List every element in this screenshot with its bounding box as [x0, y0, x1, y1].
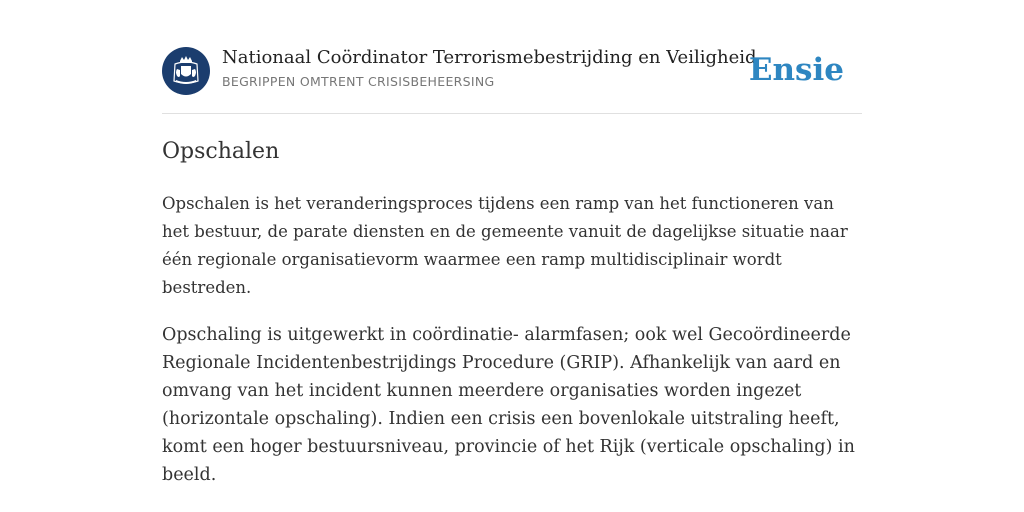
text-line: komt een hoger bestuursniveau, provincie of het Rijk (verticale opschaling) in: [162, 437, 855, 457]
header-divider: [162, 113, 862, 114]
text-line: één regionale organisatievorm waarmee een ramp multidisciplinair wordt: [162, 250, 782, 269]
text-line: bestreden.: [162, 278, 252, 297]
organization-name: Nationaal Coördinator Terrorismebestrijding en Veiligheid: [222, 47, 757, 68]
text-line: Opschalen is het veranderingsproces tijdens een ramp van het functioneren van: [162, 194, 834, 213]
text-line: Regionale Incidentenbestrijdings Procedure (GRIP). Afhankelijk van aard en: [162, 353, 841, 373]
explanation-paragraph: [162, 321, 862, 489]
brand-logo[interactable]: Ensie: [748, 52, 844, 88]
term-title: Opschalen: [162, 139, 280, 164]
coat-of-arms-graphic: [162, 47, 210, 95]
definition-paragraph: [162, 190, 862, 302]
text-line: het bestuur, de parate diensten en de gemeente vanuit de dagelijkse situatie naar: [162, 222, 848, 241]
text-line: (horizontale opschaling). Indien een crisis een bovenlokale uitstraling heeft,: [162, 409, 840, 429]
text-line: beeld.: [162, 465, 217, 485]
site-header: [162, 46, 862, 96]
text-line: omvang van het incident kunnen meerdere organisaties worden ingezet: [162, 381, 802, 401]
coat-of-arms-icon[interactable]: [162, 47, 210, 95]
text-line: Opschaling is uitgewerkt in coördinatie- alarmfasen; ook wel Gecoördineerde: [162, 325, 851, 345]
category-subtitle: BEGRIPPEN OMTRENT CRISISBEHEERSING: [222, 74, 495, 89]
